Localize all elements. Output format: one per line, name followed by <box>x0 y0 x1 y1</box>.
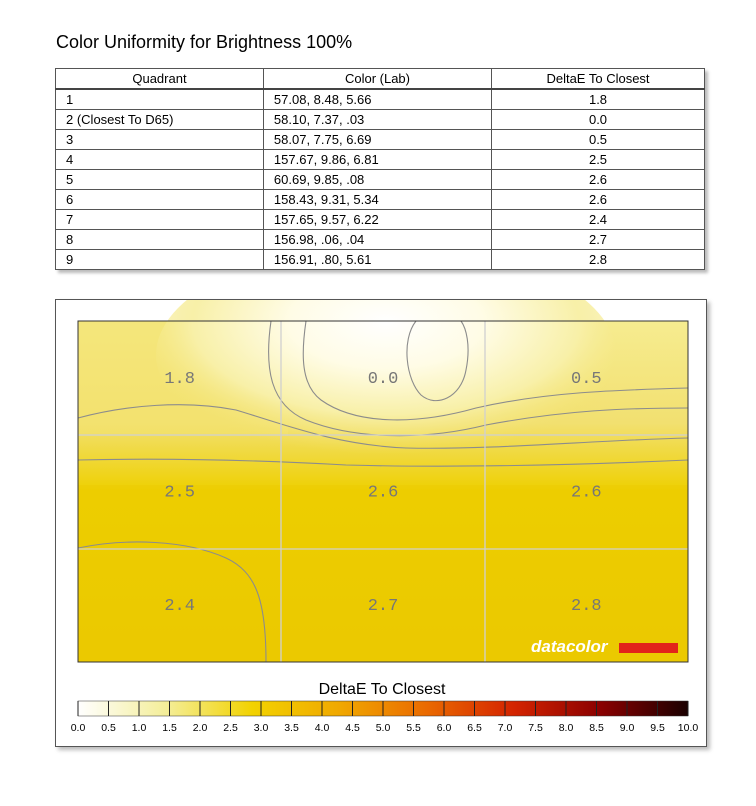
colorbar-tick-label: 9.5 <box>650 722 665 734</box>
colorbar-tick-label: 8.5 <box>589 722 604 734</box>
delta-cell: 2.6 <box>492 190 705 210</box>
heatmap-plot-area <box>78 300 688 662</box>
table-row <box>56 250 705 270</box>
colorbar-tick-label: 8.0 <box>558 722 574 734</box>
cell-value-label: 2.8 <box>571 597 602 617</box>
lab-cell: 158.43, 9.31, 5.34 <box>263 190 491 210</box>
quadrant-cell: 2 (Closest To D65) <box>56 110 264 130</box>
quadrant-cell: 5 <box>56 170 264 190</box>
quadrant-cell: 1 <box>56 89 264 110</box>
uniformity-table <box>55 68 705 270</box>
quadrant-cell: 3 <box>56 130 264 150</box>
table-row <box>56 230 705 250</box>
delta-cell: 2.4 <box>492 210 705 230</box>
lab-cell: 156.91, .80, 5.61 <box>263 250 491 270</box>
datacolor-logo-bar <box>619 643 678 653</box>
heatmap-panel <box>55 299 707 747</box>
colorbar-tick-label: 4.5 <box>345 722 360 734</box>
cell-value-label: 2.6 <box>571 483 602 503</box>
colorbar-tick-label: 1.0 <box>131 722 147 734</box>
table-row <box>56 150 705 170</box>
colorbar-tick-label: 0.0 <box>70 722 86 734</box>
cell-value-label: 0.5 <box>571 369 602 389</box>
table-header-row <box>56 69 705 90</box>
delta-cell: 0.0 <box>492 110 705 130</box>
colorbar-tick-label: 3.5 <box>284 722 299 734</box>
colorbar-tick-label: 0.5 <box>101 722 116 734</box>
lab-cell: 58.07, 7.75, 6.69 <box>263 130 491 150</box>
cell-value-label: 2.6 <box>367 483 399 503</box>
lab-cell: 57.08, 8.48, 5.66 <box>263 89 491 110</box>
cell-value-label: 0.0 <box>367 369 399 389</box>
colorbar-tick-label: 7.0 <box>497 722 513 734</box>
table-row <box>56 190 705 210</box>
delta-cell: 2.7 <box>492 230 705 250</box>
colorbar-tick-label: 4.0 <box>314 722 330 734</box>
cell-value-label: 2.5 <box>164 483 195 503</box>
table-row <box>56 170 705 190</box>
cell-value-label: 2.4 <box>164 597 195 617</box>
page-title: Color Uniformity for Brightness 100% <box>56 32 353 52</box>
lab-cell: 58.10, 7.37, .03 <box>263 110 491 130</box>
cell-value-label: 2.7 <box>367 597 399 617</box>
table-row <box>56 89 705 110</box>
datacolor-logo: datacolor <box>531 637 608 656</box>
table-row <box>56 110 705 130</box>
colorbar-tick-label: 2.5 <box>223 722 238 734</box>
colorbar-tick-label: 2.0 <box>192 722 208 734</box>
lab-cell: 157.67, 9.86, 6.81 <box>263 150 491 170</box>
colorbar-tick-label: 3.0 <box>253 722 269 734</box>
colorbar-title: DeltaE To Closest <box>318 681 446 698</box>
header-color-lab: Color (Lab) <box>263 69 491 90</box>
colorbar-tick-label: 6.0 <box>436 722 452 734</box>
quadrant-cell: 6 <box>56 190 264 210</box>
table-row <box>56 210 705 230</box>
uniformity-heatmap <box>56 300 706 746</box>
colorbar-tick-label: 1.5 <box>162 722 177 734</box>
quadrant-cell: 8 <box>56 230 264 250</box>
delta-cell: 0.5 <box>492 130 705 150</box>
delta-cell: 2.8 <box>492 250 705 270</box>
cell-value-label: 1.8 <box>164 369 195 389</box>
header-quadrant: Quadrant <box>56 69 264 90</box>
colorbar-tick-label: 6.5 <box>467 722 482 734</box>
header-deltae: DeltaE To Closest <box>492 69 705 90</box>
lab-cell: 60.69, 9.85, .08 <box>263 170 491 190</box>
delta-cell: 2.6 <box>492 170 705 190</box>
heatmap-bottom-shade <box>78 485 688 662</box>
colorbar-tick-label: 9.0 <box>619 722 635 734</box>
quadrant-cell: 4 <box>56 150 264 170</box>
quadrant-cell: 9 <box>56 250 264 270</box>
colorbar-tick-label: 10.0 <box>677 722 699 734</box>
lab-cell: 156.98, .06, .04 <box>263 230 491 250</box>
lab-cell: 157.65, 9.57, 6.22 <box>263 210 491 230</box>
colorbar-tick-label: 7.5 <box>528 722 543 734</box>
delta-cell: 1.8 <box>492 89 705 110</box>
table-row <box>56 130 705 150</box>
quadrant-cell: 7 <box>56 210 264 230</box>
colorbar-tick-label: 5.5 <box>406 722 421 734</box>
delta-cell: 2.5 <box>492 150 705 170</box>
colorbar-tick-label: 5.0 <box>375 722 391 734</box>
